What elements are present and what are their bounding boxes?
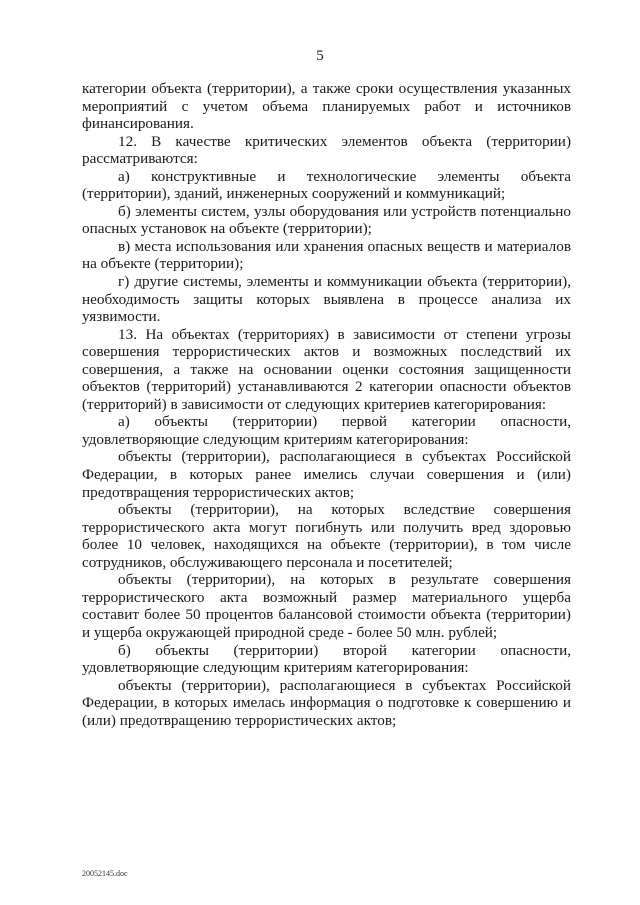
body-text [82, 80, 571, 729]
paragraph: 13. На объектах (территориях) в зависимости от степени угрозы совершения террористических актов и возможных последствий их совершения, а также на основании оценки состояния защищенности объектов (территорий) устанавливаются 2 категории опасности объектов (территорий) в зависимости от следующих критериев категорирования: [82, 325, 571, 413]
paragraph: а) конструктивные и технологические элементы объекта (территории), зданий, инженерных сооружений и коммуникаций; [82, 167, 571, 203]
page-number: 5 [316, 48, 324, 64]
paragraph: категории объекта (территории), а также сроки осуществления указанных мероприятий с учетом объема планируемых работ и источников финансирования. [82, 80, 571, 133]
paragraph: б) элементы систем, узлы оборудования или устройств потенциально опасных установок на объекте (территории); [82, 202, 571, 238]
paragraph: объекты (территории), на которых в результате совершения террористического акта возможный размер материального ущерба составит более 50 процентов балансовой стоимости объекта (территории) и ущерба окружающей природной среде - более 50 млн. рублей; [82, 571, 571, 641]
paragraph: в) места использования или хранения опасных веществ и материалов на объекте (территории); [82, 237, 571, 273]
paragraph: 12. В качестве критических элементов объекта (территории) рассматриваются: [82, 132, 571, 168]
paragraph: г) другие системы, элементы и коммуникации объекта (территории), необходимость защиты которых выявлена в процессе анализа их уязвимости. [82, 273, 571, 326]
paragraph: объекты (территории), располагающиеся в субъектах Российской Федерации, в которых имелась информация о подготовке к совершению и (или) предотвращению террористических актов; [82, 676, 571, 729]
paragraph: б) объекты (территории) второй категории опасности, удовлетворяющие следующим критериям категорирования: [82, 641, 571, 677]
footer-file-code: 20052145.doc [82, 869, 128, 878]
paragraph: объекты (территории), располагающиеся в субъектах Российской Федерации, в которых ранее имелись случаи совершения и (или) предотвращения террористических актов; [82, 448, 571, 501]
paragraph: объекты (территории), на которых вследствие совершения террористического акта могут погибнуть или получить вред здоровью более 10 человек, находящихся на объекте (территории), в том числе сотрудников, обслуживающего персонала и посетителей; [82, 501, 571, 571]
paragraph: а) объекты (территории) первой категории опасности, удовлетворяющие следующим критериям категорирования: [82, 413, 571, 448]
